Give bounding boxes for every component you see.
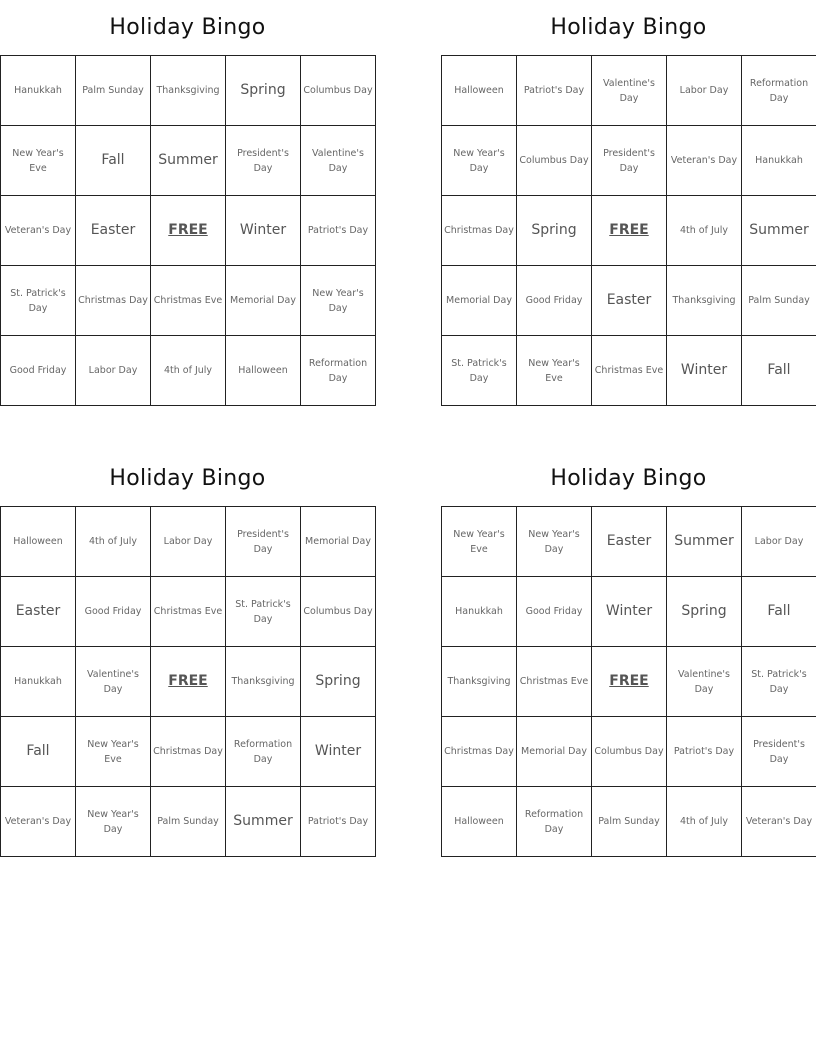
bingo-cell: Memorial Day — [517, 717, 592, 787]
bingo-cell: Patriot's Day — [517, 56, 592, 126]
bingo-cell: Fall — [76, 126, 151, 196]
bingo-cell: Spring — [667, 577, 742, 647]
bingo-cell: St. Patrick's Day — [1, 266, 76, 336]
bingo-cell: Good Friday — [1, 336, 76, 406]
bingo-cell: Spring — [301, 647, 376, 717]
bingo-cell: Fall — [742, 577, 816, 647]
bingo-cell: Veteran's Day — [1, 196, 76, 266]
bingo-cell: Reformation Day — [517, 787, 592, 857]
bingo-cell: Christmas Eve — [517, 647, 592, 717]
free-space-cell: FREE — [151, 196, 226, 266]
bingo-card-2 — [441, 0, 816, 406]
bingo-cell: New Year's Eve — [76, 717, 151, 787]
bingo-cell: President's Day — [592, 126, 667, 196]
bingo-cell: Hanukkah — [1, 647, 76, 717]
bingo-cell: Winter — [301, 717, 376, 787]
bingo-cell: Halloween — [226, 336, 301, 406]
bingo-cell: Reformation Day — [226, 717, 301, 787]
bingo-cell: Columbus Day — [301, 56, 376, 126]
bingo-cell: Fall — [742, 336, 816, 406]
bingo-cell: New Year's Day — [442, 126, 517, 196]
bingo-cell: Labor Day — [667, 56, 742, 126]
bingo-cell: Halloween — [442, 56, 517, 126]
card-title: Holiday Bingo — [550, 466, 707, 491]
bingo-cell: Good Friday — [76, 577, 151, 647]
bingo-cell: Columbus Day — [592, 717, 667, 787]
bingo-cell: Christmas Day — [76, 266, 151, 336]
bingo-cell: Veteran's Day — [742, 787, 816, 857]
bingo-cell: Thanksgiving — [226, 647, 301, 717]
bingo-cell: St. Patrick's Day — [742, 647, 816, 717]
bingo-cell: Thanksgiving — [667, 266, 742, 336]
bingo-grid — [0, 506, 376, 857]
bingo-cell: Winter — [226, 196, 301, 266]
bingo-cell: Summer — [226, 787, 301, 857]
bingo-cell: President's Day — [226, 507, 301, 577]
bingo-cell: Winter — [667, 336, 742, 406]
bingo-cell: Palm Sunday — [76, 56, 151, 126]
bingo-cell: Hanukkah — [442, 577, 517, 647]
bingo-cell: Palm Sunday — [592, 787, 667, 857]
bingo-cell: Patriot's Day — [301, 196, 376, 266]
bingo-cell: Reformation Day — [301, 336, 376, 406]
bingo-grid — [441, 506, 816, 857]
bingo-cell: Hanukkah — [1, 56, 76, 126]
bingo-cell: Veteran's Day — [1, 787, 76, 857]
bingo-cell: Christmas Day — [442, 717, 517, 787]
free-space-cell: FREE — [151, 647, 226, 717]
bingo-grid — [0, 55, 376, 406]
bingo-cell: Summer — [151, 126, 226, 196]
bingo-cell: Labor Day — [742, 507, 816, 577]
bingo-cell: Columbus Day — [517, 126, 592, 196]
bingo-cell: Halloween — [1, 507, 76, 577]
bingo-cell: Valentine's Day — [667, 647, 742, 717]
bingo-cell: Memorial Day — [442, 266, 517, 336]
bingo-cell: Veteran's Day — [667, 126, 742, 196]
bingo-cell: Palm Sunday — [742, 266, 816, 336]
bingo-cell: Valentine's Day — [592, 56, 667, 126]
bingo-card-1 — [0, 0, 375, 406]
bingo-cell: New Year's Eve — [1, 126, 76, 196]
bingo-cell: Christmas Day — [151, 717, 226, 787]
bingo-card-3 — [0, 451, 375, 857]
bingo-cell: St. Patrick's Day — [226, 577, 301, 647]
card-title: Holiday Bingo — [109, 466, 266, 491]
bingo-cell: New Year's Day — [76, 787, 151, 857]
bingo-cell: President's Day — [742, 717, 816, 787]
bingo-cell: Columbus Day — [301, 577, 376, 647]
bingo-cell: Spring — [226, 56, 301, 126]
bingo-cell: 4th of July — [151, 336, 226, 406]
free-space-cell: FREE — [592, 647, 667, 717]
bingo-cell: Christmas Eve — [151, 577, 226, 647]
bingo-cell: Palm Sunday — [151, 787, 226, 857]
bingo-card-4 — [441, 451, 816, 857]
bingo-cell: Valentine's Day — [76, 647, 151, 717]
bingo-cell: 4th of July — [667, 196, 742, 266]
bingo-cell: Thanksgiving — [442, 647, 517, 717]
bingo-cell: New Year's Day — [517, 507, 592, 577]
bingo-cell: Easter — [592, 266, 667, 336]
bingo-cell: Memorial Day — [226, 266, 301, 336]
bingo-cell: St. Patrick's Day — [442, 336, 517, 406]
bingo-cell: Labor Day — [151, 507, 226, 577]
bingo-cell: Christmas Eve — [592, 336, 667, 406]
bingo-cell: Christmas Eve — [151, 266, 226, 336]
bingo-cell: Thanksgiving — [151, 56, 226, 126]
bingo-cell: Patriot's Day — [301, 787, 376, 857]
bingo-cell: Easter — [76, 196, 151, 266]
bingo-cell: Valentine's Day — [301, 126, 376, 196]
bingo-cell: New Year's Day — [301, 266, 376, 336]
bingo-cell: President's Day — [226, 126, 301, 196]
bingo-grid — [441, 55, 816, 406]
card-title: Holiday Bingo — [109, 15, 266, 40]
bingo-cell: Summer — [667, 507, 742, 577]
bingo-cell: Labor Day — [76, 336, 151, 406]
bingo-cell: Christmas Day — [442, 196, 517, 266]
bingo-cell: New Year's Eve — [517, 336, 592, 406]
bingo-cell: Summer — [742, 196, 816, 266]
card-title: Holiday Bingo — [550, 15, 707, 40]
bingo-cell: New Year's Eve — [442, 507, 517, 577]
bingo-cell: Memorial Day — [301, 507, 376, 577]
bingo-cell: Winter — [592, 577, 667, 647]
bingo-cell: Easter — [1, 577, 76, 647]
bingo-cell: Good Friday — [517, 577, 592, 647]
bingo-cell: Halloween — [442, 787, 517, 857]
bingo-cell: Easter — [592, 507, 667, 577]
bingo-cell: Reformation Day — [742, 56, 816, 126]
bingo-cell: 4th of July — [76, 507, 151, 577]
bingo-cell: Spring — [517, 196, 592, 266]
bingo-cell: Hanukkah — [742, 126, 816, 196]
bingo-cell: Patriot's Day — [667, 717, 742, 787]
bingo-cell: Good Friday — [517, 266, 592, 336]
bingo-cell: Fall — [1, 717, 76, 787]
free-space-cell: FREE — [592, 196, 667, 266]
bingo-cell: 4th of July — [667, 787, 742, 857]
